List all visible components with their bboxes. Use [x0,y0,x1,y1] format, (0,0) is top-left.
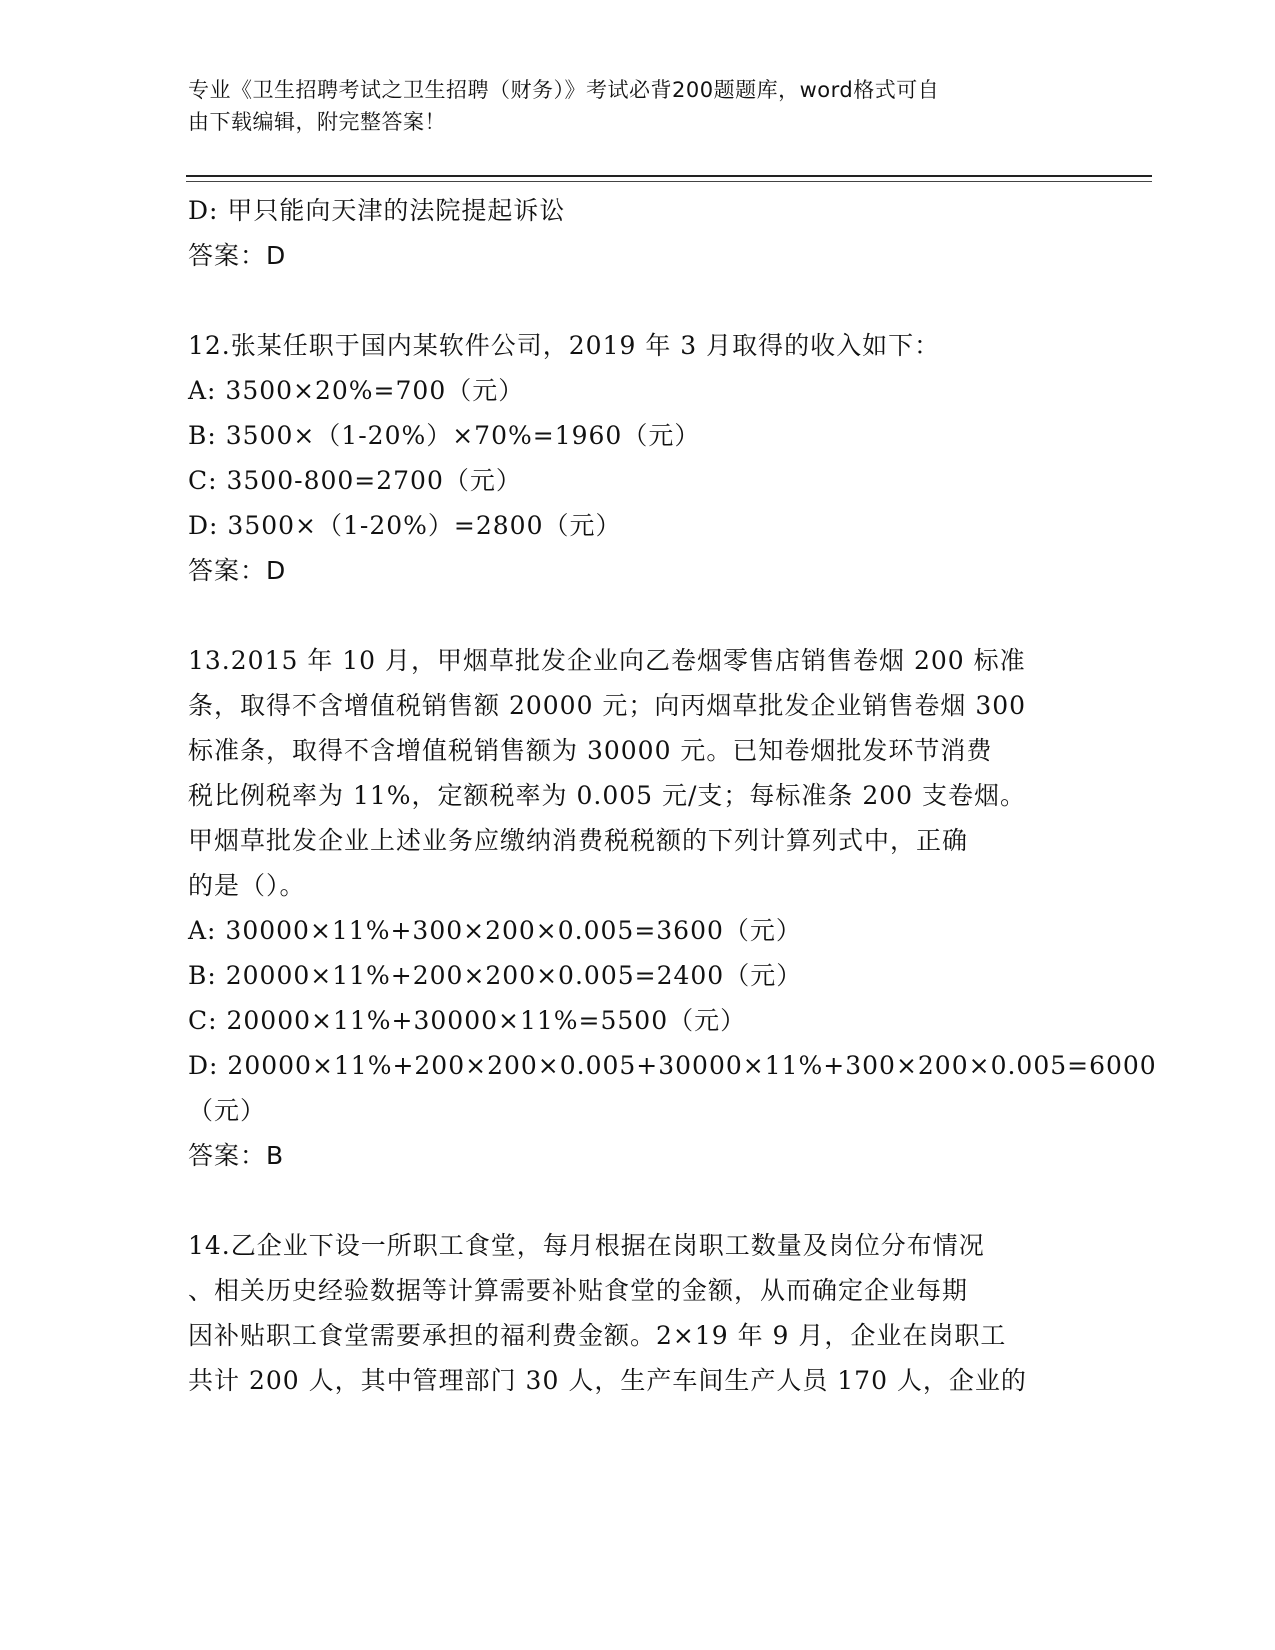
question-11-tail [188,188,1088,278]
q11-answer: 答案：D [188,241,287,270]
q14-stem-line: 、相关历史经验数据等计算需要补贴食堂的金额，从而确定企业每期 [188,1276,969,1305]
q12-answer: 答案：D [188,556,287,585]
question-14 [188,1223,1088,1403]
header-title-line-1: 专业《卫生招聘考试之卫生招聘（财务）》考试必背200题题库，word格式可自 [188,78,940,102]
q11-option-d: D: 甲只能向天津的法院提起诉讼 [188,196,566,225]
header-title-line-2: 由下载编辑，附完整答案！ [188,110,446,134]
q12-option-a: A: 3500×20%=700（元） [188,376,525,405]
q13-stem-line: 甲烟草批发企业上述业务应缴纳消费税税额的下列计算列式中，正确 [188,826,969,855]
q12-option-b: B: 3500×（1-20%）×70%=1960（元） [188,421,701,450]
q12-stem: 12.张某任职于国内某软件公司，2019 年 3 月取得的收入如下： [188,331,941,360]
q13-answer: 答案：B [188,1141,285,1170]
question-12 [188,323,1088,593]
q14-stem-line: 因补贴职工食堂需要承担的福利费金额。2×19 年 9 月，企业在岗职工 [188,1321,1007,1350]
q14-stem-line: 14.乙企业下设一所职工食堂，每月根据在岗职工数量及岗位分布情况 [188,1231,985,1260]
q13-option-b: B: 20000×11%+200×200×0.005=2400（元） [188,961,803,990]
header-divider-thick [186,175,1152,177]
q13-stem-line: 的是（）。 [188,871,306,900]
document-header [188,74,1088,138]
q12-option-d: D: 3500×（1-20%）=2800（元） [188,511,622,540]
q13-stem-line: 条，取得不含增值税销售额 20000 元；向丙烟草批发企业销售卷烟 300 [188,691,1027,720]
q13-option-d-continued: （元） [188,1096,267,1125]
q14-stem-line: 共计 200 人，其中管理部门 30 人，生产车间生产人员 170 人，企业的 [188,1366,1027,1395]
spacer [188,278,1088,323]
q13-stem-line: 税比例税率为 11%，定额税率为 0.005 元/支；每标准条 200 支卷烟。 [188,781,1027,810]
q13-stem-line: 13.2015 年 10 月，甲烟草批发企业向乙卷烟零售店销售卷烟 200 标准 [188,646,1026,675]
q12-option-c: C: 3500-800=2700（元） [188,466,522,495]
q13-option-c: C: 20000×11%+30000×11%=5500（元） [188,1006,747,1035]
q13-option-d: D: 20000×11%+200×200×0.005+30000×11%+300×200×0.005=6000 [188,1051,1157,1080]
spacer [188,1178,1088,1223]
q13-option-a: A: 30000×11%+300×200×0.005=3600（元） [188,916,802,945]
question-13 [188,638,1157,1178]
question-content [188,188,1157,1403]
spacer [188,593,1088,638]
q13-stem-line: 标准条，取得不含增值税销售额为 30000 元。已知卷烟批发环节消费 [188,736,993,765]
header-divider-thin [186,181,1152,182]
